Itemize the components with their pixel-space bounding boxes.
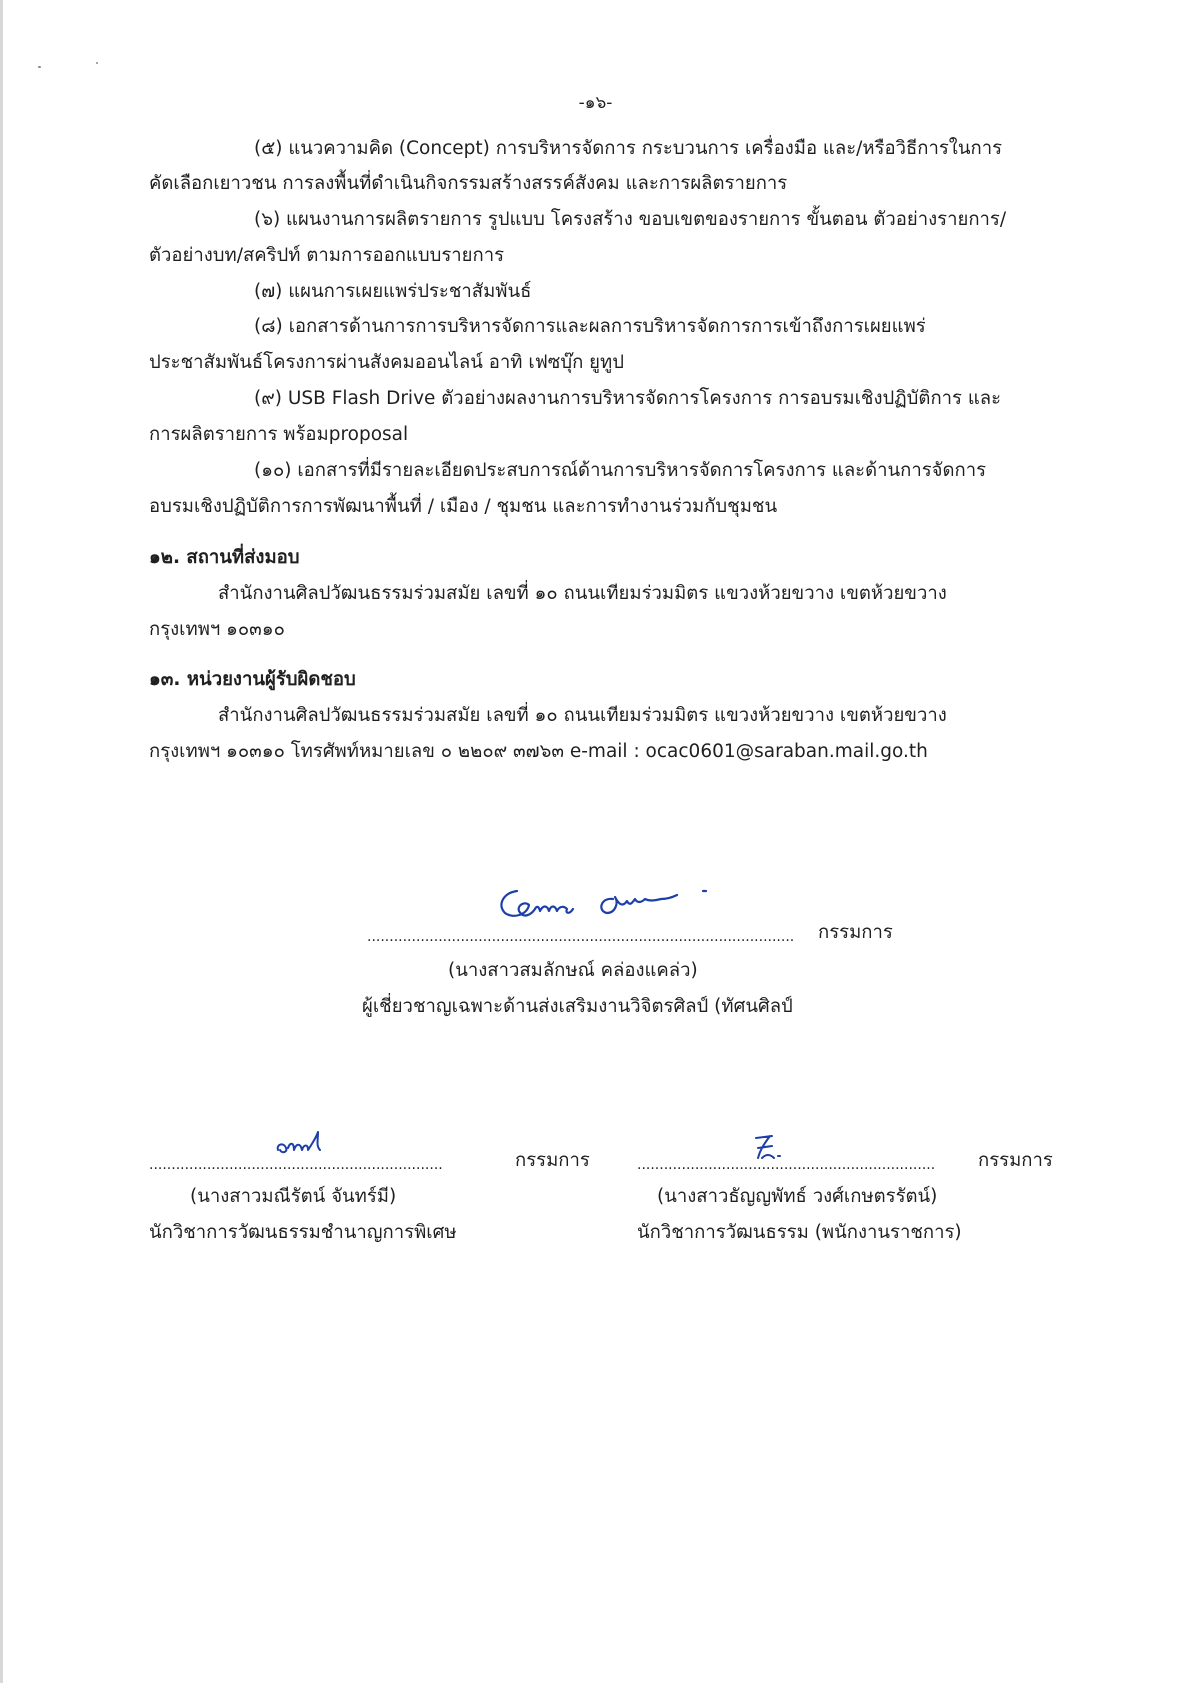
signature-role-right: กรรมการ: [978, 1150, 1053, 1171]
signer-name-left: (นางสาวมณีรัตน์ จันทร์มี): [190, 1186, 397, 1207]
signer-position-top: ผู้เชี่ยวชาญเฉพาะด้านส่งเสริมงานวิจิตรศิลป์ (ทัศนศิลป์: [362, 996, 793, 1017]
signature-line-left: ..................................................................: [149, 1157, 443, 1173]
item-5-line-1: (๕) แนวความคิด (Concept) การบริหารจัดการ กระบวนการ เครื่องมือ และ/หรือวิธีการในการ: [254, 138, 1003, 159]
section-13-line-1: สำนักงานศิลปวัฒนธรรมร่วมสมัย เลขที่ ๑๐ ถนนเทียมร่วมมิตร แขวงห้วยขวาง เขตห้วยขวาง: [218, 705, 947, 726]
signer-name-right: (นางสาวธัญญพัทธ์ วงศ์เกษตรรัตน์): [657, 1186, 938, 1207]
item-10-line-1: (๑๐) เอกสารที่มีรายละเอียดประสบการณ์ด้านการบริหารจัดการโครงการ และด้านการจัดการ: [254, 460, 987, 481]
item-9-line-1: (๙) USB Flash Drive ตัวอย่างผลงานการบริหารจัดการโครงการ การอบรมเชิงปฏิบัติการ และ: [254, 388, 1002, 409]
item-8-line-1: (๘) เอกสารด้านการการบริหารจัดการและผลการบริหารจัดการการเข้าถึงการเผยแพร่: [254, 316, 926, 337]
page-number: -๑๖-: [578, 93, 613, 113]
scan-edge: [0, 0, 3, 1683]
section-12-line-2: กรุงเทพฯ ๑๐๓๑๐: [149, 619, 285, 640]
signature-role-top: กรรมการ: [818, 922, 893, 943]
signer-name-top: (นางสาวสมลักษณ์ คล่องแคล่ว): [448, 960, 698, 981]
section-13-heading: ๑๓. หน่วยงานผู้รับผิดชอบ: [149, 669, 356, 690]
item-9-line-2: การผลิตรายการ พร้อมproposal: [149, 424, 409, 445]
section-12-line-1: สำนักงานศิลปวัฒนธรรมร่วมสมัย เลขที่ ๑๐ ถนนเทียมร่วมมิตร แขวงห้วยขวาง เขตห้วยขวาง: [218, 583, 947, 604]
scan-speck: [38, 66, 41, 68]
signer-position-left: นักวิชาการวัฒนธรรมชำนาญการพิเศษ: [149, 1222, 457, 1243]
signature-somlak: [495, 875, 725, 927]
scan-speck: [96, 62, 98, 64]
section-13-line-2: กรุงเทพฯ ๑๐๓๑๐ โทรศัพท์หมายเลข ๐ ๒๒๐๙ ๓๗๖๓ e-mail : ocac0601@saraban.mail.go.th: [149, 741, 928, 762]
item-6-line-1: (๖) แผนงานการผลิตรายการ รูปแบบ โครงสร้าง ขอบเขตของรายการ ขั้นตอน ตัวอย่างรายการ/: [254, 209, 1007, 230]
item-10-line-2: อบรมเชิงปฏิบัติการการพัฒนาพื้นที่ / เมือง / ชุมชน และการทำงานร่วมกับชุมชน: [149, 496, 778, 517]
item-7-line-1: (๗) แผนการเผยแพร่ประชาสัมพันธ์: [254, 281, 532, 302]
item-6-line-2: ตัวอย่างบท/สคริปท์ ตามการออกแบบรายการ: [149, 245, 505, 266]
item-5-line-2: คัดเลือกเยาวชน การลงพื้นที่ดำเนินกิจกรรมสร้างสรรค์สังคม และการผลิตรายการ: [149, 173, 788, 194]
signature-role-left: กรรมการ: [515, 1150, 590, 1171]
signature-line-right: ...................................................................: [637, 1157, 936, 1173]
item-8-line-2: ประชาสัมพันธ์โครงการผ่านสังคมออนไลน์ อาทิ เฟซบุ๊ก ยูทูป: [149, 352, 624, 373]
signature-line-top: ................................................................................................: [367, 929, 795, 945]
signer-position-right: นักวิชาการวัฒนธรรม (พนักงานราชการ): [637, 1222, 962, 1243]
section-12-heading: ๑๒. สถานที่ส่งมอบ: [149, 547, 300, 568]
